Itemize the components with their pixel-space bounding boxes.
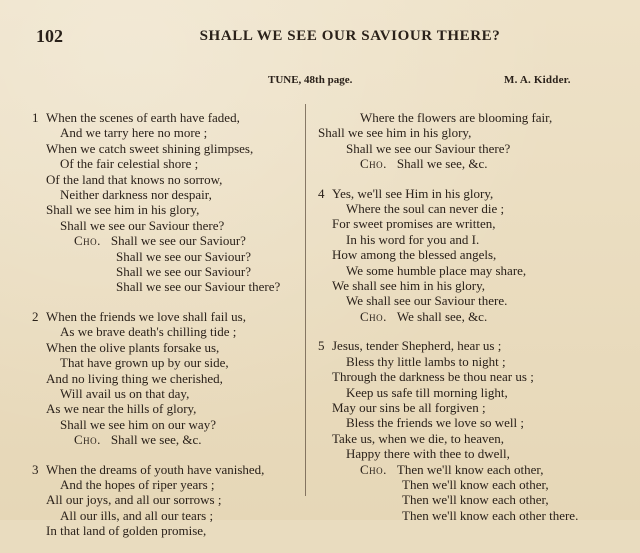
verse-line: Jesus, tender Shepherd, hear us ; [332,338,502,354]
verse-line: For sweet promises are written, [332,216,496,232]
verse-line: That have grown up by our side, [60,355,229,371]
verse-line: When the scenes of earth have faded, [46,110,240,125]
stanza-number: 3 [32,461,39,477]
verse-line: Of the land that knows no sorrow, [46,171,223,187]
chorus-line: Shall we see our Saviour? [110,233,246,249]
verse-line: We shall see him in his glory, [332,278,486,294]
verse-line: Yes, we'll see Him in his glory, [332,185,494,201]
stanza-3-continued [318,110,618,172]
chorus-label: Cho. [360,156,387,172]
verse-line: In his word for you and I. [346,231,480,247]
tune-reference: TUNE, 48th page. [268,74,353,86]
chorus-line: Then we'll know each other there. [402,507,579,523]
chorus-label: Cho. [74,432,101,448]
verse-line: As we brave death's chilling tide ; [60,324,237,340]
verse-line: How among the blessed angels, [332,247,497,263]
stanza-5 [318,338,618,523]
verse-line: Keep us safe till morning light, [346,384,508,400]
verse-line: Will avail us on that day, [60,385,190,401]
verse-line: When the dreams of youth have vanished, [46,461,265,477]
page-header [0,26,640,50]
chorus-line: Then we'll know each other, [402,492,549,508]
verse-line: Shall we see him on our way? [60,416,216,432]
page-number: 102 [36,26,63,46]
right-column [318,110,618,537]
stanza-number: 4 [318,185,325,201]
verse-line: When the olive plants forsake us, [46,339,220,355]
chorus-line: Then we'll know each other, [396,461,544,477]
verse-line: Shall we see him in his glory, [318,125,472,141]
verse-line: Bless thy little lambs to night ; [346,353,506,369]
verse-line: And the hopes of riper years ; [60,476,215,492]
author-credit: M. A. Kidder. [504,74,571,86]
stanza-4 [318,186,618,325]
verse-line: Shall we see our Saviour there? [60,217,225,233]
verse-line: Through the darkness be thou near us ; [332,369,534,385]
chorus-line: We shall see, &c. [396,308,488,324]
verse-line: Bless the friends we love so well ; [346,415,524,431]
stanza-number: 5 [318,338,325,354]
verse-line: Where the soul can never die ; [346,201,505,217]
chorus-label: Cho. [74,233,101,249]
verse-line: Take us, when we die, to heaven, [332,430,505,446]
verse-line: And we tarry here no more ; [60,125,208,141]
verse-line: All our ills, and all our tears ; [60,507,214,523]
stanza-number: 1 [32,110,39,125]
chorus-label: Cho. [360,461,387,477]
verse-line: When the friends we love shall fail us, [46,308,246,324]
chorus-label: Cho. [360,308,387,324]
verse-line: All our joys, and all our sorrows ; [46,492,222,508]
stanza-2 [32,309,308,448]
verse-line: Shall we see our Saviour there? [346,140,511,156]
stanza-3 [32,462,308,539]
chorus-line: Shall we see our Saviour? [116,248,252,264]
verse-line: Neither darkness nor despair, [60,187,212,203]
verse-line: Where the flowers are blooming fair, [360,110,553,125]
verse-line: And no living thing we cherished, [46,370,223,386]
left-column [32,110,308,553]
verse-line: We shall see our Saviour there. [346,293,508,309]
verse-line: May our sins be all forgiven ; [332,399,486,415]
verse-line: As we near the hills of glory, [46,401,197,417]
stanza-1 [32,110,308,295]
verse-line: Of the fair celestial shore ; [60,156,199,172]
verse-line: When we catch sweet shining glimpses, [46,140,254,156]
chorus-line: Then we'll know each other, [402,476,549,492]
verse-line: In that land of golden promise, [46,523,207,539]
verse-line: We some humble place may share, [346,262,527,278]
stanza-number: 2 [32,308,39,324]
chorus-line: Shall we see, &c. [110,432,202,448]
verse-line: Shall we see him in his glory, [46,202,200,218]
chorus-line: Shall we see our Saviour there? [116,279,281,295]
chorus-line: Shall we see our Saviour? [116,264,252,280]
verse-line: Happy there with thee to dwell, [346,446,510,462]
hymn-title: SHALL WE SEE OUR SAVIOUR THERE? [199,28,501,44]
chorus-line: Shall we see, &c. [396,156,488,172]
